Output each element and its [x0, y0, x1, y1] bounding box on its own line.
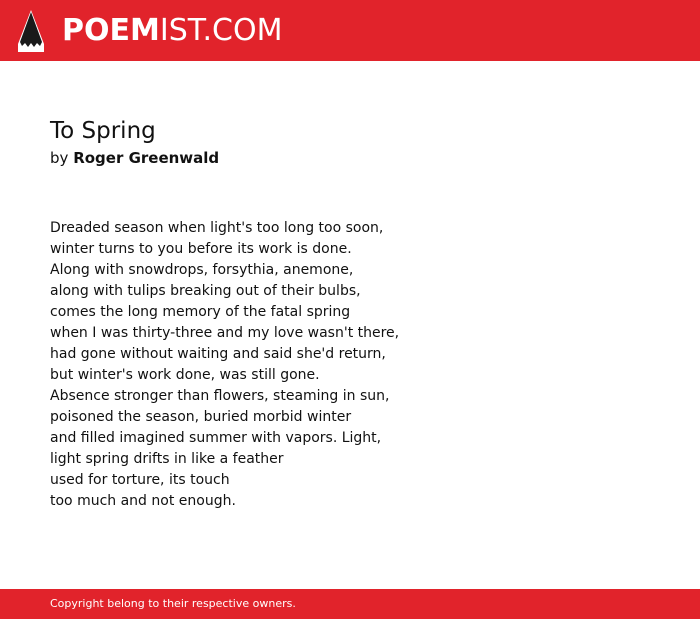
poem-line: Dreaded season when light's too long too soon, [50, 220, 384, 236]
poem-byline [50, 148, 650, 168]
poem-line: but winter's work done, was still gone. [50, 367, 320, 383]
logo-text-light: IST.COM [159, 13, 283, 48]
copyright-text: Copyright belong to their respective owners. [50, 597, 296, 610]
poem-line: light spring drifts in like a feather [50, 451, 284, 467]
site-header [0, 0, 700, 61]
site-footer [0, 589, 700, 619]
poem-body [50, 218, 650, 512]
by-label: by [50, 149, 69, 167]
poem-line: poisoned the season, buried morbid winter [50, 409, 352, 425]
poem-line: had gone without waiting and said she'd return, [50, 346, 386, 362]
poem-line: Absence stronger than flowers, steaming in sun, [50, 388, 390, 404]
poem-line: winter turns to you before its work is done. [50, 241, 352, 257]
poem-line: and filled imagined summer with vapors. Light, [50, 430, 382, 446]
poem-line: Along with snowdrops, forsythia, anemone, [50, 262, 354, 278]
poem-line: comes the long memory of the fatal spring [50, 304, 351, 320]
logo-text-bold: POEM [62, 13, 160, 48]
poem-title: To Spring [50, 118, 156, 144]
poem-line: along with tulips breaking out of their bulbs, [50, 283, 361, 299]
poem-author: Roger Greenwald [73, 149, 220, 167]
poem-line: too much and not enough. [50, 493, 236, 509]
poem-line: used for torture, its touch [50, 472, 230, 488]
site-logo[interactable] [62, 12, 282, 50]
pencil-tip-icon[interactable] [18, 10, 44, 52]
poem-content [50, 116, 650, 512]
poem-line: when I was thirty-three and my love wasn't there, [50, 325, 400, 341]
